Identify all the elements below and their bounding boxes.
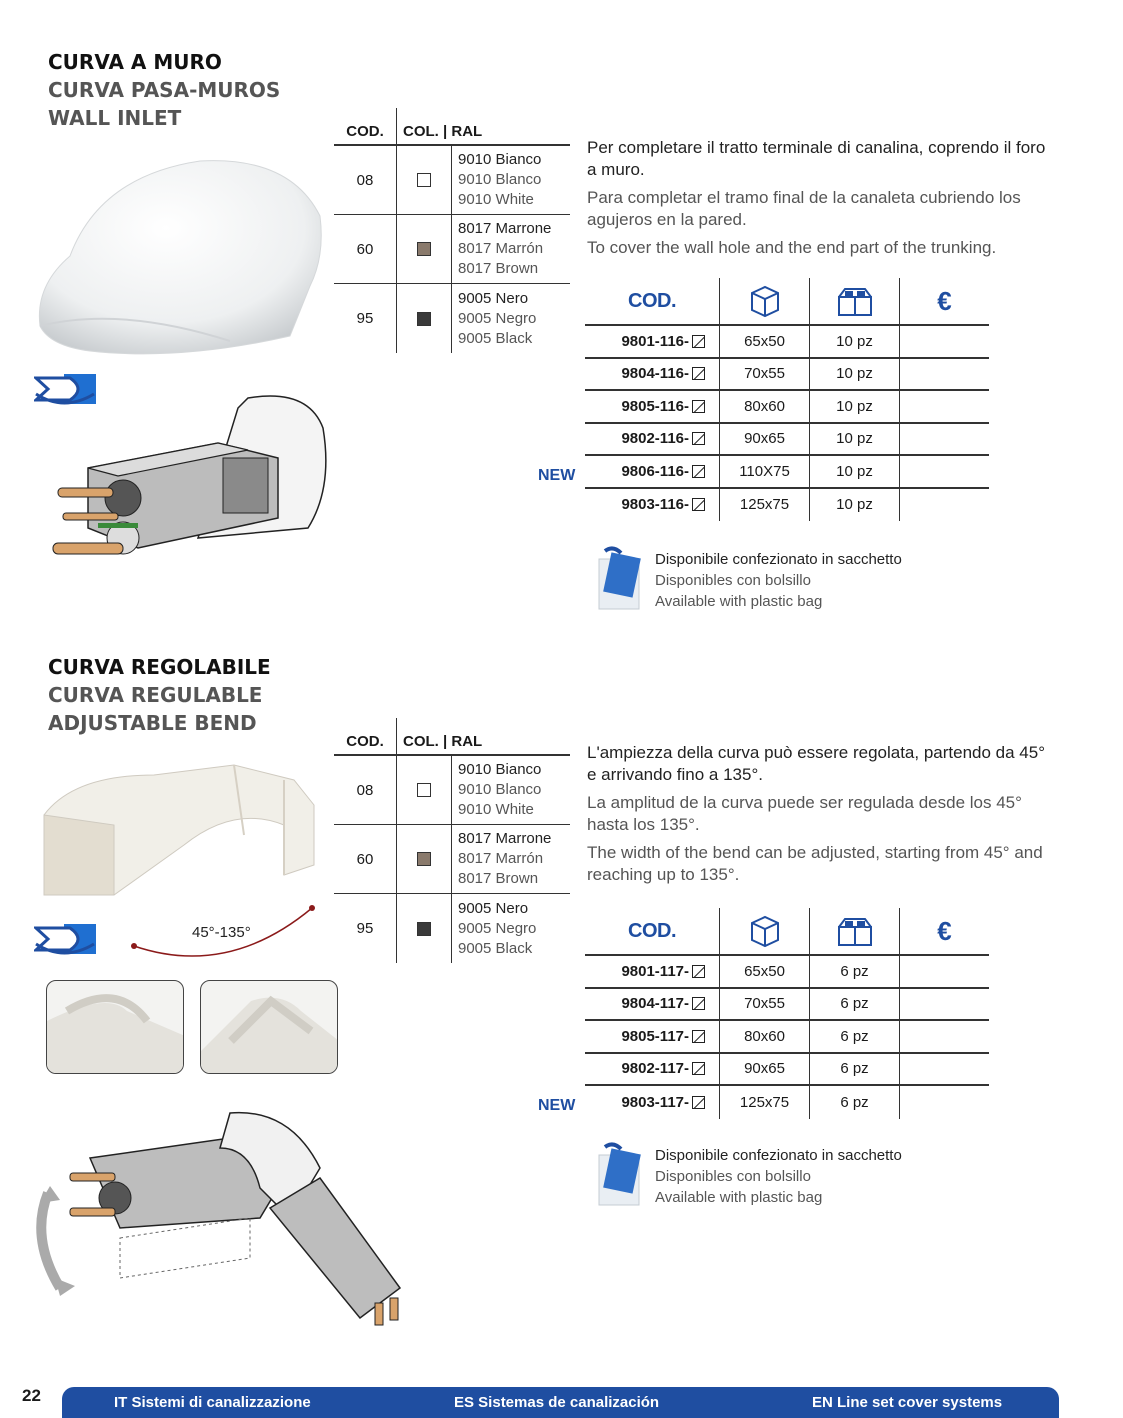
color-row [334, 146, 570, 215]
color-name-es: 8017 Marrón [458, 240, 544, 257]
table-row [585, 1054, 989, 1087]
bend-angle-image [201, 981, 338, 1074]
bag-note-en: Available with plastic bag [655, 593, 823, 610]
color-placeholder-box [692, 965, 705, 978]
bag-note-es: Disponibles con bolsillo [655, 572, 811, 589]
product-price [899, 1086, 989, 1119]
color-placeholder-box [692, 498, 705, 511]
color-row [334, 756, 570, 825]
footer-label-it: IT Sistemi di canalizzazione [114, 1394, 311, 1411]
product-code: 9802-116- [621, 430, 689, 448]
brand-logo-icon [34, 922, 98, 956]
table-row [585, 1021, 989, 1054]
bag-note-es: Disponibles con bolsillo [655, 1168, 811, 1185]
product-price [899, 489, 989, 522]
color-name-en: 8017 Brown [458, 870, 539, 887]
product-dimension: 125x75 [719, 489, 809, 522]
product-dimension: 65x50 [719, 326, 809, 357]
color-row [334, 284, 570, 353]
section1-title-en: WALL INLET [48, 106, 182, 130]
package-quantity-icon [835, 913, 875, 949]
description-it: Per completare il tratto terminale di canalina, coprendo il foro a muro. [587, 138, 1046, 179]
new-badge: NEW [538, 467, 576, 484]
footer-label-es: ES Sistemas de canalización [454, 1394, 660, 1411]
product-quantity: 6 pz [809, 1021, 899, 1052]
plastic-bag-icon [597, 545, 643, 611]
color-name-it: 8017 Marrone [458, 220, 552, 237]
product-price [899, 326, 989, 357]
product-table-header [585, 908, 989, 956]
color-table-header [334, 110, 570, 146]
dimensions-box-icon [748, 283, 782, 319]
table-row [585, 489, 989, 522]
product-dimension: 90x65 [719, 1054, 809, 1085]
color-code: 95 [356, 920, 374, 937]
color-placeholder-box [692, 1030, 705, 1043]
price-euro-icon: € [899, 278, 989, 324]
section2-product-table [585, 908, 989, 1119]
dimensions-box-icon [748, 913, 782, 949]
section2-bag-note [597, 1141, 1017, 1211]
color-placeholder-box [692, 1096, 705, 1109]
color-swatch [417, 312, 431, 326]
color-code: 60 [356, 850, 374, 868]
color-name-en: 9010 White [458, 801, 534, 818]
color-name-en: 9010 White [458, 191, 534, 208]
color-placeholder-box [692, 1062, 705, 1075]
adjustable-bend-product-image [34, 745, 324, 915]
color-table-header [334, 720, 570, 756]
product-quantity: 10 pz [809, 424, 899, 455]
color-name-en: 9005 Black [458, 939, 533, 957]
table-row [585, 1086, 989, 1119]
color-table-head-col: COL. | RAL [396, 718, 570, 754]
product-table-header [585, 278, 989, 326]
section2-title-block [48, 653, 271, 737]
bend-thumbnail-2 [200, 980, 338, 1074]
color-placeholder-box [692, 432, 705, 445]
table-row [585, 989, 989, 1022]
color-name-it: 9010 Bianco [458, 761, 542, 778]
color-table-head-col: COL. | RAL [396, 108, 570, 144]
section1-bag-note [597, 545, 1017, 615]
product-code: 9803-116- [621, 496, 689, 514]
color-name-es: 9010 Blanco [458, 781, 542, 798]
color-swatch [417, 242, 431, 256]
page-number: 22 [22, 1386, 41, 1405]
description-en: The width of the bend can be adjusted, starting from 45° and reaching up to 135°. [587, 843, 1043, 884]
color-swatch [417, 173, 431, 187]
color-placeholder-box [692, 335, 705, 348]
product-quantity: 6 pz [809, 989, 899, 1020]
section2-title-en: ADJUSTABLE BEND [48, 711, 257, 735]
product-code: 9802-117- [621, 1060, 689, 1078]
product-price [899, 1021, 989, 1052]
product-code: 9801-117- [621, 962, 689, 980]
product-quantity: 6 pz [809, 1054, 899, 1085]
section2-title-it: CURVA REGOLABILE [48, 655, 271, 679]
table-row [585, 326, 989, 359]
color-placeholder-box [692, 997, 705, 1010]
section1-title-block [48, 48, 280, 132]
product-dimension: 65x50 [719, 956, 809, 987]
description-en: To cover the wall hole and the end part of the trunking. [587, 238, 997, 257]
color-swatch [417, 783, 431, 797]
bend-thumbnail-1 [46, 980, 184, 1074]
product-code: 9805-117- [621, 1027, 689, 1045]
product-dimension: 80x60 [719, 391, 809, 422]
section1-color-table [334, 110, 570, 353]
table-row [585, 391, 989, 424]
product-table-head-cod: COD. [628, 289, 676, 312]
product-price [899, 424, 989, 455]
product-price [899, 989, 989, 1020]
product-price [899, 1054, 989, 1085]
section1-description [587, 137, 1047, 265]
section2-color-table [334, 720, 570, 963]
color-swatch [417, 852, 431, 866]
product-dimension: 80x60 [719, 1021, 809, 1052]
new-badge: NEW [538, 1097, 576, 1114]
wall-inlet-product-image [30, 136, 330, 366]
product-dimension: 110X75 [719, 456, 809, 487]
adjustable-bend-diagram [30, 1108, 410, 1333]
color-swatch [417, 922, 431, 936]
color-code: 60 [356, 240, 374, 258]
package-quantity-icon [835, 283, 875, 319]
product-code: 9805-116- [621, 397, 689, 415]
color-row [334, 825, 570, 894]
product-code: 9806-116- [621, 462, 689, 480]
product-code: 9803-117- [621, 1093, 689, 1111]
color-name-it: 9005 Nero [458, 899, 529, 917]
table-row [585, 424, 989, 457]
product-dimension: 125x75 [719, 1086, 809, 1119]
color-placeholder-box [692, 465, 705, 478]
product-quantity: 10 pz [809, 489, 899, 522]
plastic-bag-icon [597, 1141, 643, 1207]
color-name-it: 8017 Marrone [458, 830, 552, 847]
table-row [585, 956, 989, 989]
color-code: 08 [356, 171, 374, 189]
price-euro-icon: € [899, 908, 989, 954]
color-code: 08 [356, 781, 374, 799]
color-name-es: 9005 Negro [458, 919, 537, 937]
color-table-head-cod: COD. [346, 123, 384, 140]
footer-label-en: EN Line set cover systems [812, 1394, 1003, 1411]
color-name-it: 9005 Nero [458, 289, 529, 307]
product-quantity: 6 pz [809, 956, 899, 987]
product-code: 9804-117- [621, 995, 689, 1013]
product-price [899, 359, 989, 390]
bag-note-en: Available with plastic bag [655, 1189, 823, 1206]
section2-title-es: CURVA REGULABLE [48, 683, 263, 707]
description-es: Para completar el tramo final de la canaleta cubriendo los agujeros en la pared. [587, 188, 1021, 229]
color-name-it: 9010 Bianco [458, 151, 542, 168]
color-name-en: 9005 Black [458, 329, 533, 347]
color-name-es: 9005 Negro [458, 309, 537, 327]
color-placeholder-box [692, 367, 705, 380]
product-quantity: 10 pz [809, 391, 899, 422]
table-row [585, 359, 989, 392]
section1-title-es: CURVA PASA-MUROS [48, 78, 281, 102]
table-row [585, 456, 989, 489]
color-name-es: 9010 Blanco [458, 171, 542, 188]
section1-product-table [585, 278, 989, 521]
product-dimension: 90x65 [719, 424, 809, 455]
color-row [334, 894, 570, 963]
description-it: L'ampiezza della curva può essere regolata, partendo da 45° e arrivando fino a 135°. [587, 743, 1046, 784]
wall-inlet-diagram [48, 388, 333, 568]
bag-note-it: Disponibile confezionato in sacchetto [655, 1147, 902, 1164]
section1-title-it: CURVA A MURO [48, 50, 222, 74]
product-price [899, 456, 989, 487]
color-name-en: 8017 Brown [458, 260, 539, 277]
color-row [334, 215, 570, 284]
product-dimension: 70x55 [719, 989, 809, 1020]
product-quantity: 10 pz [809, 359, 899, 390]
product-code: 9804-116- [621, 365, 689, 383]
product-table-head-cod: COD. [628, 919, 676, 942]
section2-description [587, 742, 1047, 892]
angle-label: 45°-135° [192, 924, 251, 941]
color-name-es: 8017 Marrón [458, 850, 544, 867]
product-price [899, 391, 989, 422]
color-code: 95 [356, 310, 374, 327]
color-placeholder-box [692, 400, 705, 413]
bag-note-it: Disponibile confezionato in sacchetto [655, 551, 902, 568]
product-price [899, 956, 989, 987]
product-dimension: 70x55 [719, 359, 809, 390]
bend-angle-image [47, 981, 184, 1074]
product-quantity: 10 pz [809, 326, 899, 357]
description-es: La amplitud de la curva puede ser regulada desde los 45° hasta los 135°. [587, 793, 1022, 834]
footer-bar [62, 1387, 1059, 1418]
product-quantity: 10 pz [809, 456, 899, 487]
product-quantity: 6 pz [809, 1086, 899, 1119]
product-code: 9801-116- [621, 332, 689, 350]
color-table-head-cod: COD. [346, 733, 384, 750]
